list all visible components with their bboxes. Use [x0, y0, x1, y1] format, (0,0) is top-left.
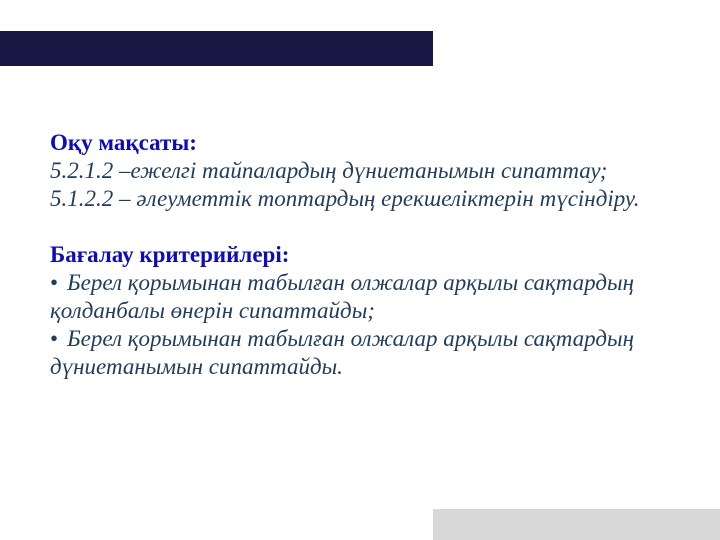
criterion-1-line-2: қолданбалы өнерін сипаттайды; [50, 298, 375, 323]
objectives-heading: Оқу мақсаты: [50, 130, 197, 155]
bullet-icon: • [50, 270, 59, 295]
bullet-icon: • [50, 326, 59, 351]
slide-text-block [50, 129, 639, 381]
top-accent-bar [0, 31, 433, 66]
objective-line-2: 5.1.2.2 – әлеуметтік топтардың ерекшеліктерін түсіндіру. [50, 186, 640, 211]
objective-line-1: 5.2.1.2 –ежелгі тайпалардың дүниетанымын сипаттау; [50, 158, 608, 183]
blank-line [50, 213, 639, 241]
criterion-1-line-1 [50, 269, 639, 297]
criterion-1-text: Берел қорымынан табылған олжалар арқылы сақтардың [67, 270, 634, 295]
bottom-accent-bar [433, 509, 720, 540]
criterion-2-line-2: дүниетанымын сипаттайды. [50, 354, 343, 379]
criterion-2-line-1 [50, 325, 639, 353]
criteria-heading: Бағалау критерийлері: [50, 242, 290, 267]
criterion-2-text: Берел қорымынан табылған олжалар арқылы сақтардың [67, 326, 634, 351]
